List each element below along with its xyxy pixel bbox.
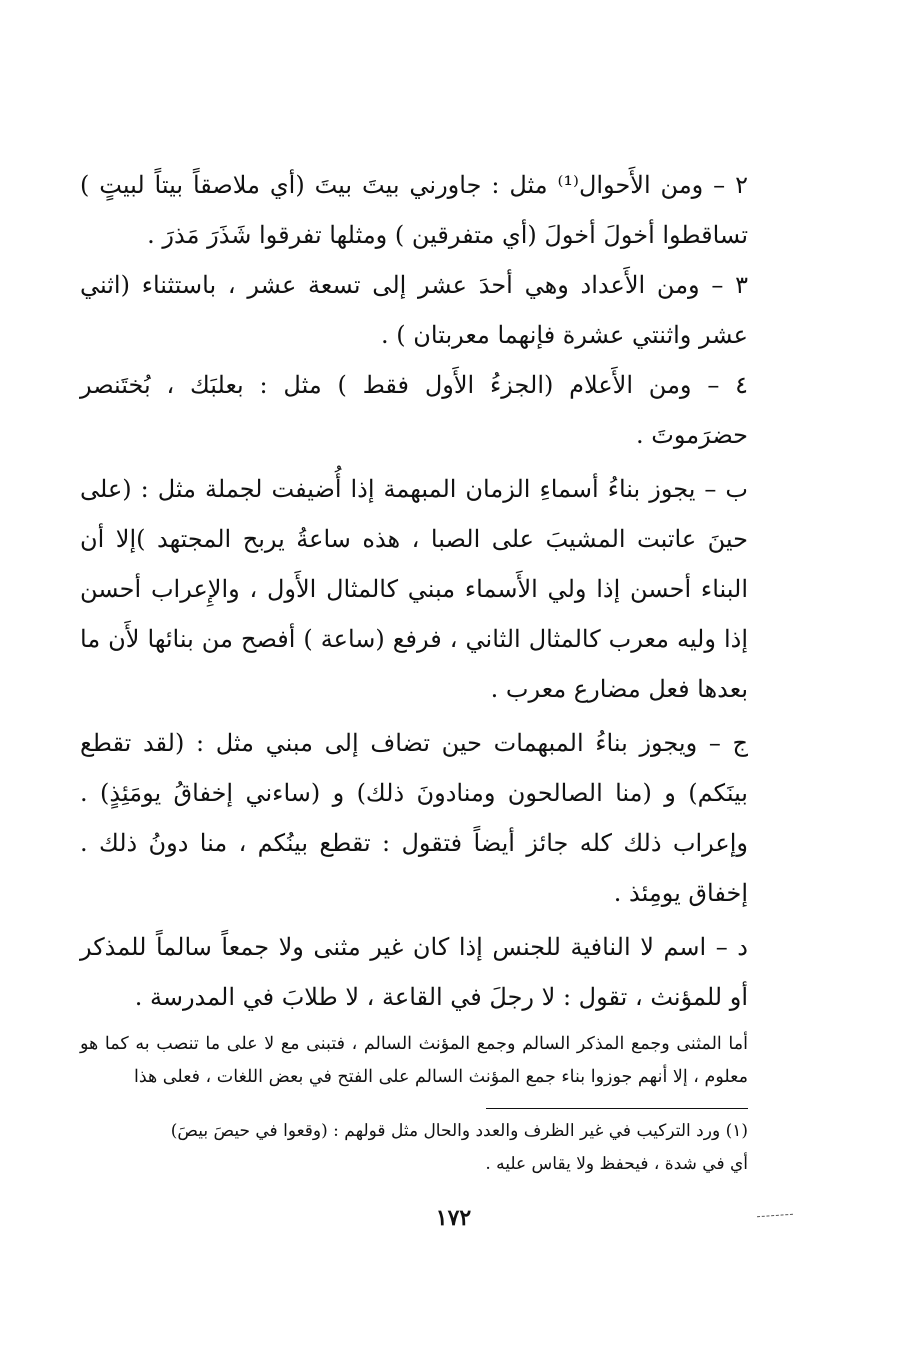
footnote-line: أي في شدة ، فيحفظ ولا يقاس عليه . [485,1154,748,1174]
main-text [80,160,748,1022]
footnote-separator [486,1108,748,1109]
footnote-line: (١) ورد التركيب في غير الظرف والعدد والحال مثل قولهم : (وقعوا في حيصَ بيصَ) [170,1121,748,1141]
paragraph-3-numbers: ٣ – ومن الأَعداد وهي أحدَ عشر إلى تسعة عشر ، باستثناء (اثني عشر واثنتي عشرة فإنهما معربتان ) . [80,271,748,349]
page-number: ١٧٢ [435,1205,472,1231]
book-page [80,160,748,1181]
paragraph-j-vague-nouns: ج – ويجوز بناءُ المبهمات حين تضاف إلى مبني مثل : (لقد تقطع بينَكم) و (منا الصالحون ومنادونَ ذلك) و (ساءني إخفاقُ يومَئِذٍ) . وإعراب ذلك كله جائز أيضاً فتقول : تقطع بينُكم ، منا دونُ ذلك . إخفاق يومِئذ . [80,729,748,907]
paragraph-4-proper-names: ٤ – ومن الأَعلام (الجزءُ الأَول فقط ) مثل : بعلبَك ، بُختَنصر حضرَموتَ . [80,371,748,449]
footnotes [80,1115,748,1181]
paragraph-d-la-nafiya: د – اسم لا النافية للجنس إذا كان غير مثنى ولا جمعاً سالماً للمذكر أو للمؤنث ، تقول : لا رجلَ في القاعة ، لا طلابَ في المدرسة . [80,933,748,1011]
note-paragraph: أما المثنى وجمع المذكر السالم وجمع المؤنث السالم ، فتبنى مع لا على ما تنصب به كما هو معلوم ، إلا أنهم جوزوا بناء جمع المؤنث السالم على الفتح في بعض اللغات ، فعلى هذا [80,1034,748,1087]
paragraph-b-time-nouns: ب – يجوز بناءُ أسماءِ الزمان المبهمة إذا أُضيفت لجملة مثل : (على حينَ عاتبت المشيبَ على الصبا ، هذه ساعةُ يربح المجتهد )إلا أن البناء أحسن إذا ولي الأَسماء مبني كالمثال الأَول ، والإِعراب أحسن إذا وليه معرب كالمثال الثاني ، فرفع (ساعة ) أفصح من بنائها لأَن ما بعدها فعل مضارع معرب . [80,475,748,703]
paragraph-2-adverbs: ٢ – ومن الأَحوال⁽¹⁾ مثل : جاورني بيتَ بيتَ (أي ملاصقاً بيتاً لبيتٍ ) تساقطوا أخولَ أخولَ (أي متفرقين ) ومثلها تفرقوا شَذَرَ مَذرَ . [80,171,748,249]
